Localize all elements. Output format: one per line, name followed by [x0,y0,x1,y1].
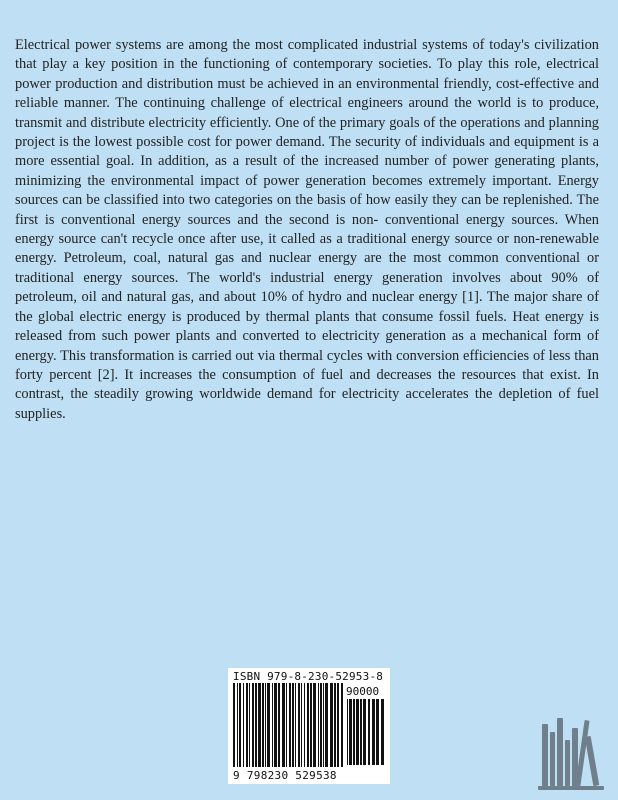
barcode-digits: 9 798230 529538 [233,769,337,782]
isbn-barcode [228,668,390,784]
price-addon-bars [346,699,386,781]
bookshelf-logo-icon [536,710,608,794]
isbn-label: ISBN 979-8-230-52953-8 [233,670,384,683]
ean13-bars [232,683,344,769]
price-code: 90000 [346,685,380,698]
book-description: Electrical power systems are among the most complicated industrial systems of today's civilization that play a key position in the functioning of contemporary societies. To play this role, electrical power production and distribution must be achieved in an environmental friendly, cost-effective and reliable manner. The continuing challenge of electrical engineers around the world is to produce, transmit and distribute electricity efficiently. One of the primary goals of the operations and planning project is the lowest possible cost for power demand. The security of individuals and equipment is a more essential goal. In addition, as a result of the increased number of power generating plants, minimizing the environmental impact of power generation becomes extremely important. Energy sources can be classified into two categories on the basis of how easily they can be replenished. The first is conventional energy sources and the second is non- conventional energy sources. When energy source can't recycle once after use, it called as a traditional energy source or non-renewable energy. Petroleum, coal, natural gas and nuclear energy are the most common conventional or traditional energy sources. The world's industrial energy generation involves about 90% of petroleum, oil and natural gas, and about 10% of hydro and nuclear energy [1]. The major share of the global electric energy is produced by thermal plants that consume fossil fuels. Heat energy is released from such power plants and converted to electricity generation as a mechanical form of energy. This transformation is carried out via thermal cycles with conversion efficiencies of less than forty percent [2]. It increases the consumption of fuel and decreases the resources that exist. In contrast, the steadily growing worldwide demand for electricity accelerates the depletion of fuel supplies. [15,37,599,422]
